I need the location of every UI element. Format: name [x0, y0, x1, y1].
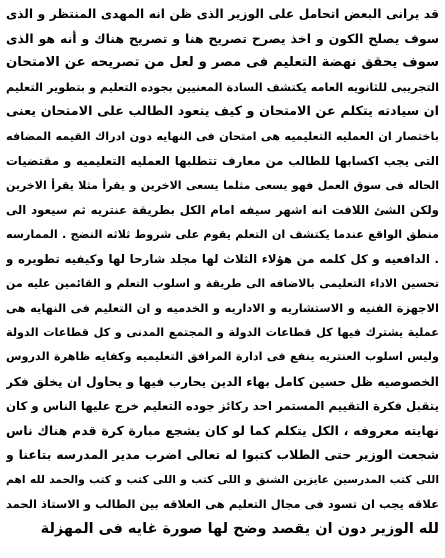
text-line: وليس اسلوب العنتريه ينفع فى ادارة المرافق التعليميه وكفايه ظاهرة الدروس — [6, 350, 439, 363]
text-line: التجريبى للثانويه العامه يكتشف السادة المعنيين بجوده التعليم و بتطوير التعليم — [6, 80, 439, 94]
text-line: ولكن الشئ اللافت انه اشهر سيفه امام الكل بطريقة عنتريه ثم سيعود الى — [6, 203, 439, 217]
text-line: ان سيادته يتكلم عن الامتحان و كيف يتعود الطالب على الامتحان يعنى — [6, 104, 439, 119]
text-line: اللى كتب المدرسين عايزين الشنق و اللى كتب و اللى كتب و كتب والحمد لله اهم — [6, 472, 439, 486]
text-line: سوف يصلح الكون و اخذ يصرح تصريح هنا و تصريح هناك و أنه هو الذى — [6, 30, 439, 46]
text-line: التى يجب اكسابها للطالب من معارف تتطلبها العمليه التعليميه و مقتضيات — [6, 154, 439, 168]
text-line: قد يرانى البعض اتحامل على الوزير الذى ظن انه المهدى المنتظر و الذى — [6, 7, 439, 21]
text-line: لله الوزير دون ان يقصد وضح لها صورة غايه فى المهزلة — [40, 520, 439, 537]
text-line: الخصوصيه ظل حسين كامل بهاء الدين يحارب فيها و يحاول ان يخلق فكر — [6, 374, 439, 389]
text-line: الاجهزة الفنيه و الاستشاريه و الاداريه و الخدميه و ان التعليم فى النهايه هى — [6, 301, 439, 315]
text-line: . الدافعيه و كل كلمه من هؤلاء الثلاث لها مجلد شارحا لها وكيفيه تطويره و — [6, 252, 439, 266]
text-line: الحاله فى سوق العمل فهو يسعى مثلما يسعى الاخرين و يقرأ مثلا يقرأ الاخرين — [6, 178, 439, 192]
text-line: سوف يحقق نهضة التعليم فى مصر و لعل من تصريحه عن الامتحان — [6, 55, 439, 70]
text-line: تحسين الاداء التعليمى بالاضافه الى طريقة و اسلوب التعلم و القائمين عليه من — [6, 276, 439, 290]
text-line: عملية يشترك فيها كل قطاعات الدولة و المجتمع المدنى و كل قطاعات الدولة — [6, 325, 439, 339]
text-line: نهايته معروفه ، الكل يتكلم كما لو كان يشجع مبارة كرة قدم هناك ناس — [6, 422, 439, 438]
text-line: يتقبل فكرة التقييم المستمر احد ركائز جوده التعليم خرج عليها الناس و كان — [6, 399, 439, 413]
text-line: منطق الواقع عندما يكتشف ان التعلم يقوم على شروط ثلاثه النضج . الممارسه — [6, 227, 439, 241]
text-line: باختصار ان العمليه التعليميه هى امتحان فى النهايه دون ادراك القيمه المضافه — [6, 129, 439, 143]
text-line: علاقه يجب ان تسود فى مجال التعليم هى العلاقه بين الطالب و الاستاذ الحمد — [6, 497, 439, 511]
text-line: شجعت الوزير حتى الطلاب كتبوا له تعالى اضرب مدير المدرسه بتاعنا و — [6, 447, 439, 462]
